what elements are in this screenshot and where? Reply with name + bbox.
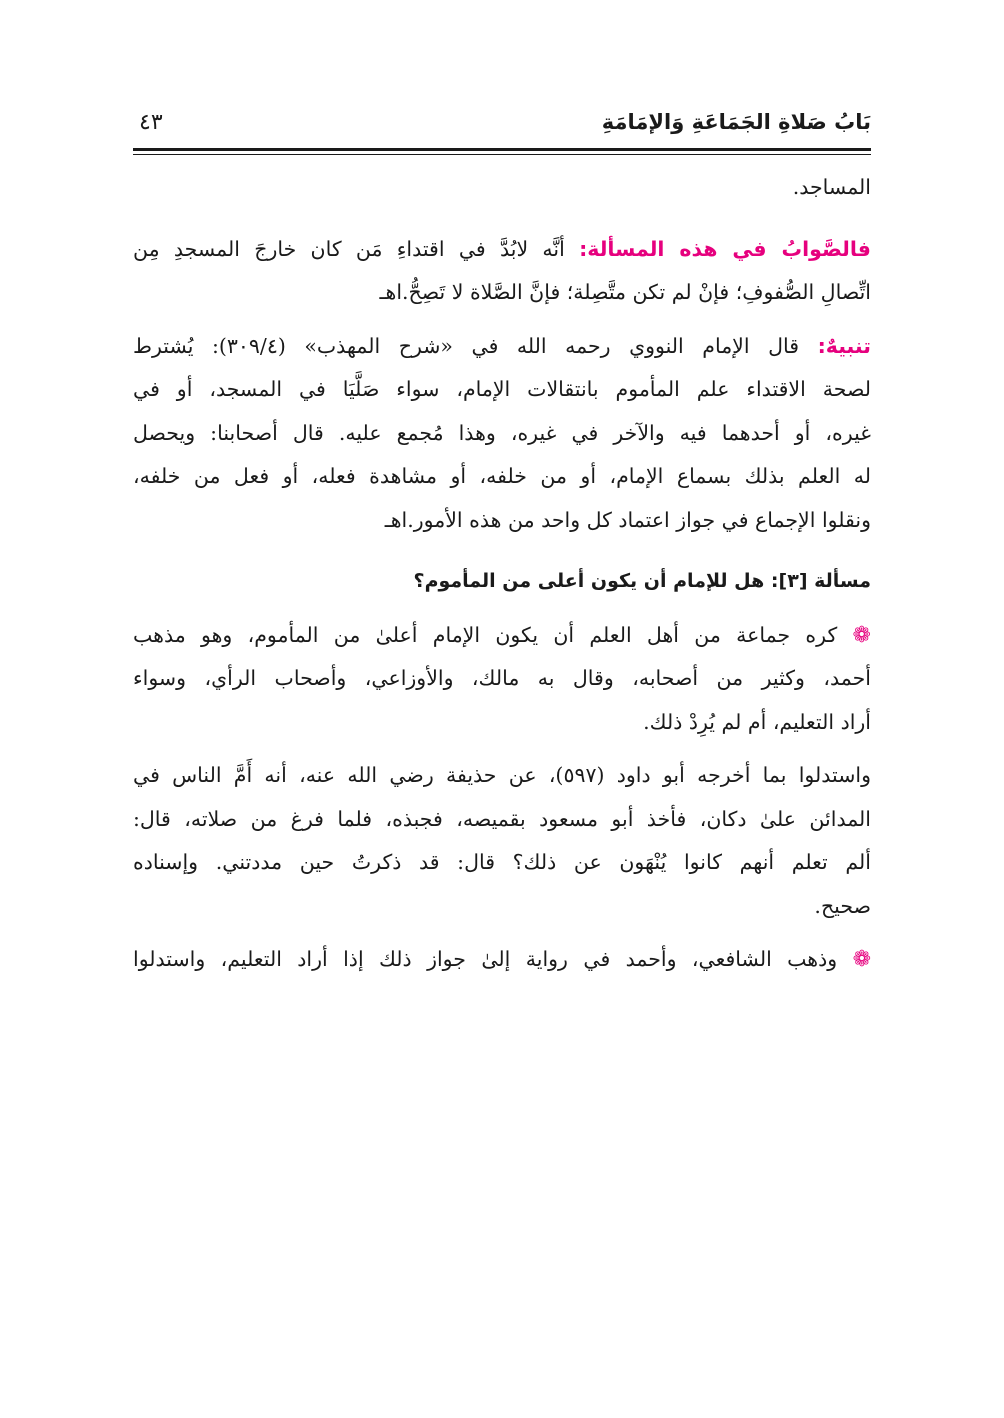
paragraph-line [133, 614, 871, 658]
paragraph-line: واستدلوا بما أخرجه أبو داود (٥٩٧)، عن حذيفة رضي الله عنه، أنه أَمَّ الناس في [133, 763, 871, 787]
highlight-lead: فالصَّوابُ في هذه المسألة: [579, 236, 871, 261]
text-line: المساجد. [792, 175, 871, 199]
paragraph-line: لصحة الاقتداء علم المأموم بانتقالات الإمام، سواء صَلَّيَا في المسجد، أو في [133, 377, 871, 401]
header-rule [133, 148, 871, 151]
paragraph-line [133, 325, 871, 369]
paragraph-line: أراد التعليم، أم لم يُرِدْ ذلك. [643, 709, 871, 734]
flower-icon: ❁ [852, 947, 871, 972]
paragraph-line: غيره، أو أحدهما فيه والآخر في غيره، وهذا مُجمع عليه. قال أصحابنا: ويحصل [133, 420, 871, 445]
highlight-lead: تنبيهٌ: [817, 333, 871, 358]
paragraph-line [133, 228, 871, 272]
text-run: أنَّه لابُدَّ في اقتداءِ مَن كان خارجَ المسجدِ مِن [133, 236, 565, 261]
paragraph-line: ونقلوا الإجماع في جواز اعتماد كل واحد من هذه الأمور.اهـ [384, 507, 871, 532]
paragraph-line: اتِّصالِ الصُّفوفِ؛ فإنْ لم تكن متَّصِلة؛ فإنَّ الصَّلاة لا تَصِحُّ.اهـ [379, 280, 871, 304]
paragraph-line: أحمد، وكثير من أصحابه، وقال به مالك، والأوزاعي، وأصحاب الرأي، وسواء [133, 666, 871, 690]
paragraph-line: صحيح. [814, 893, 871, 918]
paragraph-line: ألم تعلم أنهم كانوا يُنْهَون عن ذلك؟ قال: قد ذكرتُ حين مددتني. وإسناده [133, 850, 871, 874]
running-header [133, 96, 871, 148]
chapter-title: بَابُ صَلاةِ الجَمَاعَةِ وَالإمَامَةِ [601, 110, 871, 134]
book-page [133, 96, 871, 972]
page-body [133, 166, 871, 982]
question-heading [133, 560, 871, 604]
paragraph-line: له العلم بذلك بسماع الإمام، أو من خلفه، أو مشاهدة فعله، أو فعل من خلفه، [133, 464, 871, 488]
flower-icon: ❁ [852, 622, 871, 648]
header-rule-thin [133, 154, 871, 155]
text-run: كره جماعة من أهل العلم أن يكون الإمام أعلىٰ من المأموم، وهو مذهب [133, 622, 838, 647]
text-run: وذهب الشافعي، وأحمد في رواية إلىٰ جواز ذلك إذا أراد التعليم، واستدلوا [133, 947, 838, 971]
question-label: مسألة [٣]: [770, 570, 871, 592]
text-run: قال الإمام النووي رحمه الله في «شرح المهذب» (٣٠٩/٤): يُشترط [133, 333, 800, 358]
paragraph-line: المدائن علىٰ دكان، فأخذ أبو مسعود بقميصه، فجبذه، فلما فرغ من صلاته، قال: [133, 806, 871, 831]
paragraph-line [133, 938, 871, 982]
page-number: ٤٣ [139, 110, 163, 135]
question-text: هل للإمام أن يكون أعلى من المأموم؟ [413, 570, 765, 592]
